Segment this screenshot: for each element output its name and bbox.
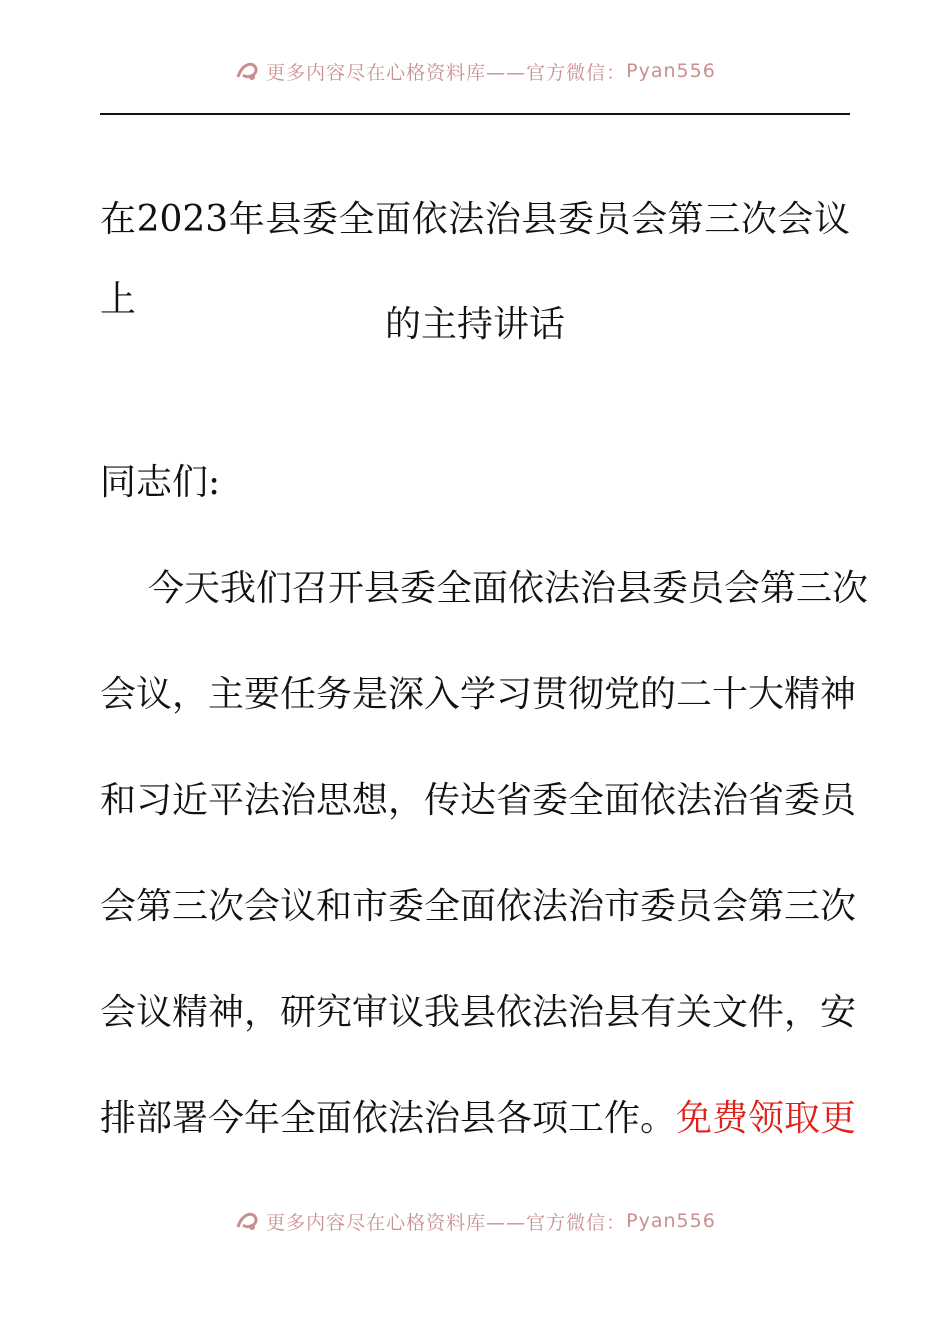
salutation: 同志们: bbox=[100, 462, 221, 503]
header-divider bbox=[100, 113, 850, 115]
document-body bbox=[100, 430, 869, 1172]
promo-link[interactable]: 免费领取更 bbox=[676, 1098, 857, 1139]
document-title bbox=[100, 180, 850, 365]
header-banner-id: Pyan556 bbox=[626, 60, 716, 82]
footer-banner-id: Pyan556 bbox=[626, 1210, 716, 1232]
paragraph-line-last bbox=[100, 1066, 857, 1172]
header-banner-text: 更多内容尽在心格资料库——官方微信： bbox=[266, 61, 627, 84]
brand-logo-icon bbox=[234, 1209, 260, 1233]
brand-logo-icon bbox=[234, 59, 260, 83]
footer-banner bbox=[0, 1206, 950, 1236]
paragraph-line: 会议，主要任务是深入学习贯彻党的二十大精神 bbox=[100, 674, 857, 715]
paragraph-line: 和习近平法治思想，传达省委全面依法治省委员 bbox=[100, 780, 857, 821]
paragraph-line: 会第三次会议和市委全面依法治市委员会第三次 bbox=[100, 886, 857, 927]
paragraph-line: 今天我们召开县委全面依法治县委员会第三次 bbox=[148, 568, 869, 609]
paragraph-line: 会议精神，研究审议我县依法治县有关文件，安 bbox=[100, 992, 857, 1033]
header-banner bbox=[0, 56, 950, 86]
paragraph-line-text: 排部署今年全面依法治县各项工作。 bbox=[100, 1098, 677, 1139]
title-line-2: 的主持讲话 bbox=[384, 304, 565, 345]
title-line-1: 在2023年县委全面依法治县委员会第三次会议上 bbox=[100, 199, 850, 320]
footer-banner-text: 更多内容尽在心格资料库——官方微信： bbox=[266, 1211, 627, 1234]
